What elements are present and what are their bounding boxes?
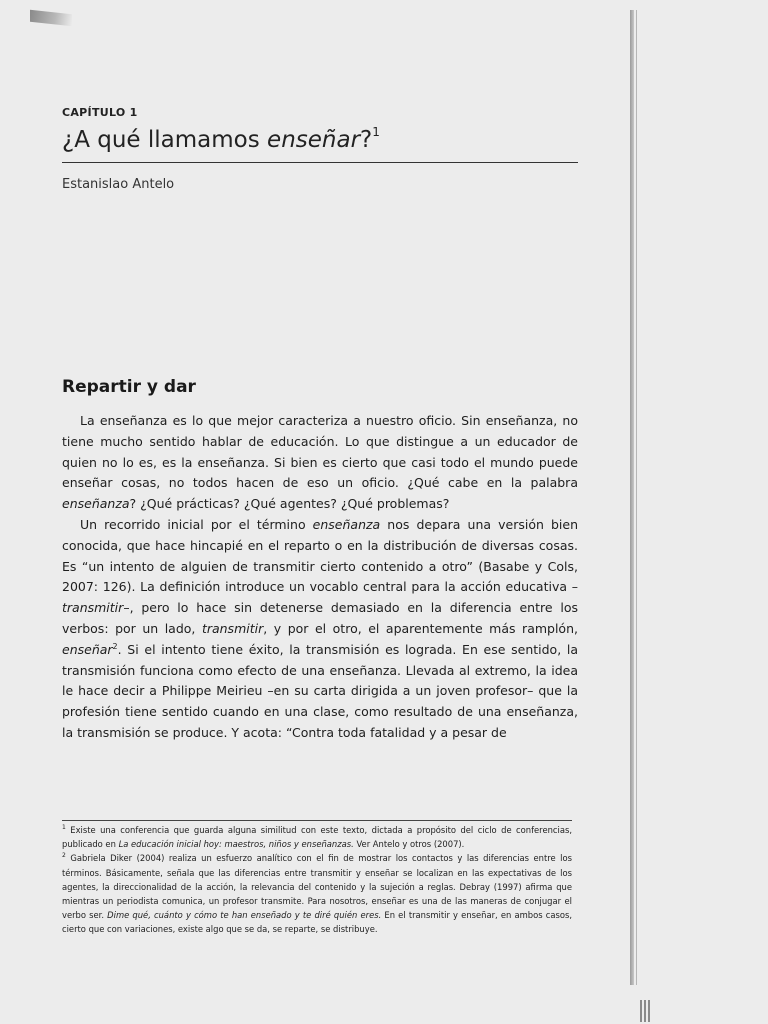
section-heading: Repartir y dar <box>62 377 196 397</box>
footnote-2-text-b: En el transmitir y enseñar, en ambos casos, cierto que con variaciones, existe algo que se da, se reparte, se distribuye. <box>62 910 572 935</box>
paragraph-2-italic-1: enseñanza <box>312 516 381 532</box>
paragraph-2-text-d: , y por el otro, el aparentemente más ramplón, <box>263 620 578 636</box>
chapter-title-suffix: ? <box>360 127 373 153</box>
footnote-1-text-a: Existe una conferencia que guarda alguna similitud con este texto, dictada a propósito del ciclo de conferencias, publicado en <box>62 825 572 850</box>
chapter-label: CAPÍTULO 1 <box>62 106 138 119</box>
footnote-2 <box>62 851 572 936</box>
chapter-title-footnote-ref[interactable]: 1 <box>372 125 380 139</box>
footnote-ref-2[interactable]: 2 <box>112 641 118 651</box>
paragraph-1 <box>62 411 578 515</box>
footnote-2-text-a: Gabriela Diker (2004) realiza un esfuerzo analítico con el fin de mostrar los contactos y las diferencias entre los términos. Básicamente, señala que las diferencias entre transmitir y enseñar se localizan en las expectativas de los agentes, la direccionalidad de la acción, la relevancia del contenido y la sujeción a reglas. Debray (1997) afirma que mientras un periodista comunica, un profesor transmite. Para nosotros, enseñar es una de las maneras de conjugar el verbo ser. <box>62 853 572 921</box>
paragraph-2-text-e: . Si el intento tiene éxito, la transmisión es lograda. En ese sentido, la transmisión funciona como efecto de una enseñanza. Llevada al extremo, la idea le hace decir a Philippe Meirieu –en su carta dirigida a un joven profesor– que la profesión tiene sentido cuando en una clase, como resultado de una enseñanza, la transmisión se produce. Y acota: “Contra toda fatalidad y a pesar de <box>62 641 578 740</box>
footnote-2-number: 2 <box>62 852 66 860</box>
body-text <box>62 411 578 744</box>
title-rule <box>62 162 578 163</box>
footnote-1-italic: La educación inicial hoy: maestros, niños y enseñanzas. <box>118 839 354 850</box>
footnote-2-italic: Dime qué, cuánto y cómo te han enseñado y te diré quién eres. <box>107 910 382 921</box>
paragraph-2-text-b: nos depara una versión bien conocida, que hace hincapié en el reparto o en la distribución de diversas cosas. Es “un intento de alguien de transmitir cierto contenido a otro” (Basabe y Cols, 2007: 126). La definición introduce un vocablo central para la acción educativa – <box>62 516 578 595</box>
paragraph-2-italic-2: transmitir <box>62 600 124 616</box>
paragraph-1-end: ? ¿Qué prácticas? ¿Qué agentes? ¿Qué problemas? <box>129 496 450 512</box>
chapter-title-italic: enseñar <box>267 127 361 153</box>
paragraph-2-italic-4: enseñar <box>62 641 113 657</box>
paragraph-1-italic: enseñanza <box>62 496 130 512</box>
paragraph-2-italic-3: transmitir <box>201 620 264 636</box>
footnote-1-number: 1 <box>62 824 66 832</box>
scan-corner-mark <box>30 10 72 26</box>
footnotes <box>62 823 572 937</box>
book-spine-line <box>636 10 637 985</box>
paragraph-2 <box>62 515 578 744</box>
footnote-rule <box>62 820 572 821</box>
paragraph-2-text-a: Un recorrido inicial por el término <box>80 516 313 532</box>
footnote-1-text-b: Ver Antelo y otros (2007). <box>353 839 465 850</box>
book-spine-shadow <box>630 10 634 985</box>
chapter-title-prefix: ¿A qué llamamos <box>62 127 268 153</box>
footnote-1 <box>62 823 572 851</box>
paragraph-1-text: La enseñanza es lo que mejor caracteriza a nuestro oficio. Sin enseñanza, no tiene mucho sentido hablar de educación. Lo que distingue a un educador de quien no lo es, es la enseñanza. Si bien es cierto que casi todo el mundo puede enseñar cosas, no todos hacen de eso un oficio. ¿Qué cabe en la palabra <box>62 413 578 491</box>
scan-edge-marks <box>640 1000 664 1024</box>
chapter-author: Estanislao Antelo <box>62 177 175 192</box>
paragraph-2-text-c: –, pero lo hace sin detenerse demasiado en la diferencia entre los verbos: por un lado, <box>62 600 578 636</box>
chapter-title <box>62 127 380 153</box>
